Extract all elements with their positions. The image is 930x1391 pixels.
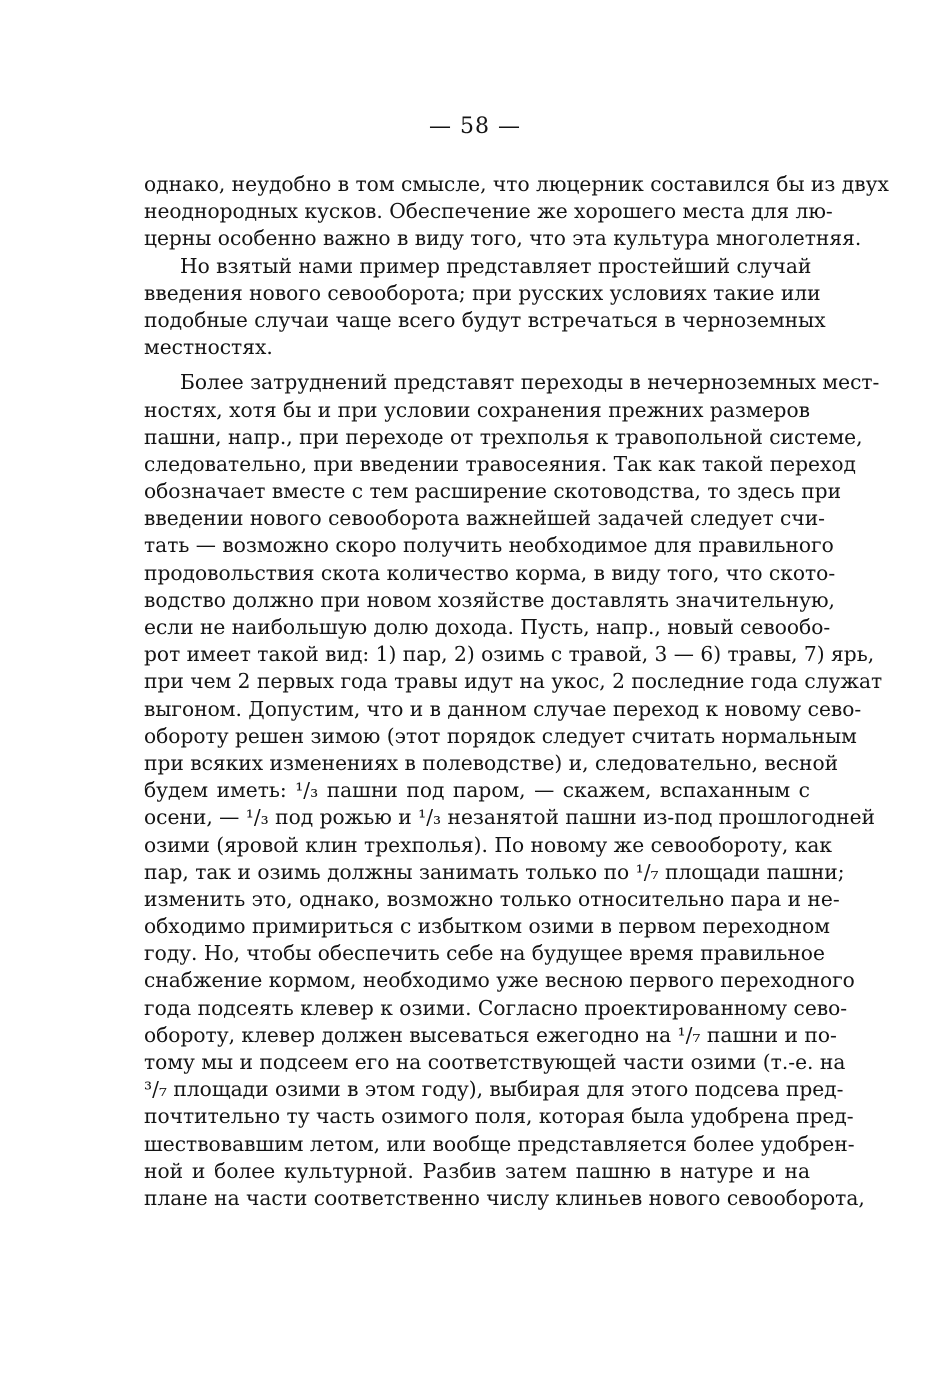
text-line: обходимо примириться с избытком озими в первом переходном bbox=[144, 914, 830, 939]
text-line: пар, так и озимь должны занимать только по ¹/₇ площади пашни; bbox=[144, 859, 845, 884]
text-line: плане на части соответственно числу клиньев нового севооборота, bbox=[144, 1185, 865, 1210]
text-line: ностях, хотя бы и при условии сохранения прежних размеров bbox=[144, 397, 810, 422]
text-line: неоднородных кусков. Обеспечение же хорошего места для лю- bbox=[144, 199, 833, 224]
text-line: году. Но, чтобы обеспечить себе на будущее время правильное bbox=[144, 941, 825, 966]
text-line: при чем 2 первых года травы идут на укос, 2 последние года служат bbox=[144, 669, 883, 694]
paragraph-gap bbox=[144, 361, 810, 369]
text-line: ной и более культурной. Разбив затем пашню в натуре и на bbox=[144, 1158, 810, 1183]
text-line: осени, — ¹/₃ под рожью и ¹/₃ незанятой пашни из-под прошлогодней bbox=[144, 805, 875, 830]
text-line: водство должно при новом хозяйстве доставлять значительную, bbox=[144, 587, 835, 612]
text-line: введения нового севооборота; при русских условиях такие или bbox=[144, 280, 821, 305]
text-line: ³/₇ площади озими в этом году), выбирая для этого подсева пред- bbox=[144, 1077, 844, 1102]
text-line: почтительно ту часть озимого поля, которая была удобрена пред- bbox=[144, 1104, 854, 1129]
text-line: года подсеять клевер к озими. Согласно проектированному сево- bbox=[144, 995, 848, 1020]
text-line: тому мы и подсеем его на соответствующей части озими (т.-е. на bbox=[144, 1050, 846, 1074]
text-line: шествовавшим летом, или вообще представляется более удобрен- bbox=[144, 1131, 855, 1156]
text-line: обороту решен зимою (этот порядок следует считать нормальным bbox=[144, 723, 857, 748]
text-line: церны особенно важно в виду того, что эта культура многолетняя. bbox=[144, 226, 862, 251]
text-line: следовательно, при введении травосеяния. Так как такой переход bbox=[144, 451, 856, 476]
text-line: изменить это, однако, возможно только относительно пара и не- bbox=[144, 886, 840, 911]
text-line: обороту, клевер должен высеваться ежегодно на ¹/₇ пашни и по- bbox=[144, 1022, 837, 1047]
text-line: обозначает вместе с тем расширение скотоводства, то здесь при bbox=[144, 479, 842, 504]
text-line: будем иметь: ¹/₃ пашни под паром, — скажем, вспаханным с bbox=[144, 778, 810, 803]
text-line: пашни, напр., при переходе от трехполья к травопольной системе, bbox=[144, 424, 863, 449]
text-line: введении нового севооборота важнейшей задачей следует счи- bbox=[144, 506, 825, 531]
text-line: снабжение кормом, необходимо уже весною первого переходного bbox=[144, 968, 855, 993]
body-text bbox=[144, 171, 889, 1212]
text-line: местностях. bbox=[144, 335, 273, 360]
text-line: однако, неудобно в том смысле, что люцерник составился бы из двух bbox=[144, 172, 889, 196]
text-line: при всяких изменениях в полеводстве) и, следовательно, весной bbox=[144, 750, 839, 775]
text-line: рот имеет такой вид: 1) пар, 2) озимь с травой, 3 — 6) травы, 7) ярь, bbox=[144, 642, 875, 667]
text-line: Более затруднений представят переходы в нечерноземных мест- bbox=[180, 370, 880, 395]
text-line: тать — возможно скоро получить необходимое для правильного bbox=[144, 533, 834, 558]
text-line: озими (яровой клин трехполья). По новому же севообороту, как bbox=[144, 832, 833, 857]
text-line: продовольствия скота количество корма, в виду того, что ското- bbox=[144, 560, 836, 585]
text-line: выгоном. Допустим, что и в данном случае переход к новому сево- bbox=[144, 696, 862, 721]
text-line: если не наибольшую долю дохода. Пусть, напр., новый севообо- bbox=[144, 615, 831, 639]
page-number: — 58 — bbox=[429, 114, 521, 139]
text-line: подобные случаи чаще всего будут встречаться в черноземных bbox=[144, 307, 826, 332]
text-line: Но взятый нами пример представляет простейший случай bbox=[180, 253, 812, 278]
